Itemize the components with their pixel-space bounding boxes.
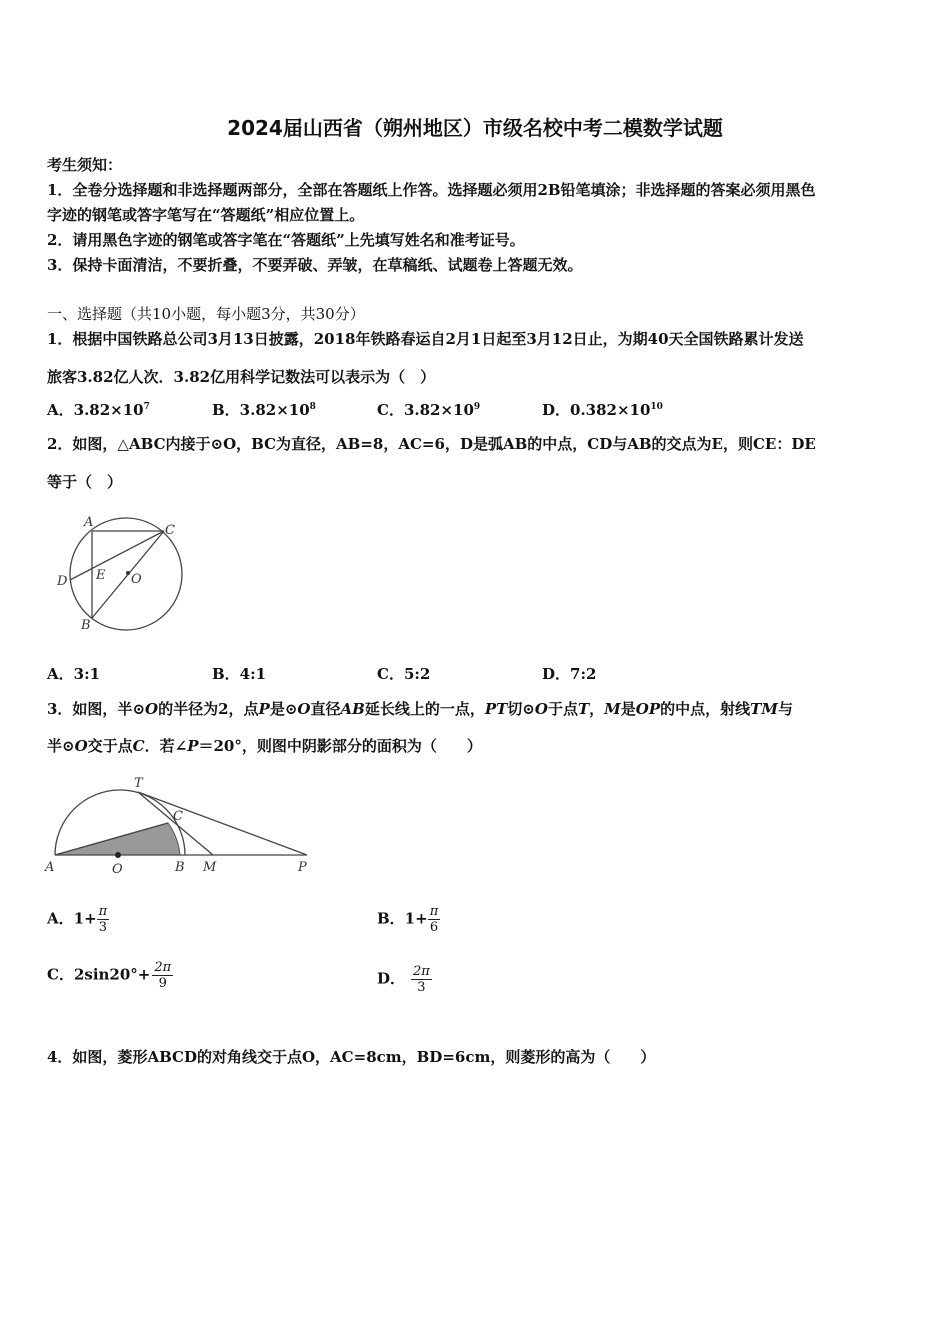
q2-label-a: A xyxy=(84,515,94,530)
q2-center-point xyxy=(126,571,130,575)
q2-option-a[interactable]: A．3:1 xyxy=(47,665,101,683)
q3-label-c: C xyxy=(173,809,183,824)
q3-option-b[interactable]: B．1+ $\frac{\pi}{6}$ xyxy=(377,904,439,935)
q3-option-c[interactable]: C．2sin20°+ $\frac{2\pi}{9}$ xyxy=(47,960,172,991)
q2-stem-line-2: 等于（ ） xyxy=(47,473,123,491)
q3-semicircle-figure xyxy=(42,772,322,880)
q3-option-d[interactable]: D． $\frac{2\pi}{3}$ xyxy=(377,964,430,995)
q3-label-a: A xyxy=(45,860,55,875)
q3-label-m: M xyxy=(203,860,217,875)
q2-option-b[interactable]: B．4:1 xyxy=(212,665,267,683)
q4-stem-line-1: 4．如图，菱形ABCD的对角线交于点O，AC=8cm，BD=6cm，则菱形的高为（ ） xyxy=(47,1048,656,1066)
q2-label-d: D xyxy=(57,574,68,589)
q2-option-c[interactable]: C．5:2 xyxy=(377,665,431,683)
q1-option-c[interactable]: C．$3.82\times 10^9$ xyxy=(377,401,481,419)
q2-circle-figure xyxy=(52,510,192,635)
notice-line-1b: 字迹的钢笔或答字笔写在“答题纸”相应位置上。 xyxy=(47,206,365,224)
q3-stem-line-2: 半⊙O交于点C．若∠P＝20°，则图中阴影部分的面积为（ ） xyxy=(47,737,482,755)
notice-heading: 考生须知： xyxy=(47,156,123,174)
q2-stem-line-1: 2．如图，△ABC内接于⊙O，BC为直径，AB=8，AC=6，D是弧AB的中点，CD与AB的交点为E，则CE：DE xyxy=(47,435,816,453)
q2-label-o: O xyxy=(131,572,142,587)
q2-label-c: C xyxy=(165,523,175,538)
q2-label-e: E xyxy=(96,568,106,583)
q1-stem-line-1: 1．根据中国铁路总公司3月13日披露，2018年铁路春运自2月1日起至3月12日止，为期40天全国铁路累计发送 xyxy=(47,330,804,348)
notice-line-2: 2．请用黑色字迹的钢笔或答字笔在“答题纸”上先填写姓名和准考证号。 xyxy=(47,231,525,249)
page-title: 2024届山西省（朔州地区）市级名校中考二模数学试题 xyxy=(227,116,723,140)
q3-label-p: P xyxy=(298,860,307,875)
q1-option-b[interactable]: B．$3.82\times 10^8$ xyxy=(212,401,316,419)
q3-label-o: O xyxy=(112,862,123,877)
q1-option-a[interactable]: A．$3.82\times 10^7$ xyxy=(47,401,150,419)
q1-option-d[interactable]: D．$0.382\times 10^{10}$ xyxy=(542,401,663,419)
q3-option-a[interactable]: A．1+ $\frac{\pi}{3}$ xyxy=(47,904,108,935)
notice-line-1: 1．全卷分选择题和非选择题两部分，全部在答题纸上作答。选择题必须用2B铅笔填涂；非选择题的答案必须用黑色 xyxy=(47,181,816,199)
q3-label-b: B xyxy=(175,860,185,875)
q1-stem-line-2: 旅客3.82亿人次．3.82亿用科学记数法可以表示为（ ） xyxy=(47,368,436,386)
q3-label-t: T xyxy=(134,776,143,791)
section-heading: 一、选择题（共10小题，每小题3分，共30分） xyxy=(47,305,365,323)
q3-center-point xyxy=(115,852,121,858)
notice-line-3: 3．保持卡面清洁，不要折叠，不要弄破、弄皱，在草稿纸、试题卷上答题无效。 xyxy=(47,256,583,274)
q2-label-b: B xyxy=(81,618,91,633)
q2-option-d[interactable]: D．7:2 xyxy=(542,665,597,683)
q3-stem-line-1: 3．如图，半⊙O的半径为2，点P是⊙O直径AB延长线上的一点，PT切⊙O于点T，M是OP的中点，射线TM与 xyxy=(47,700,793,718)
q2-segment-cd xyxy=(70,531,164,580)
